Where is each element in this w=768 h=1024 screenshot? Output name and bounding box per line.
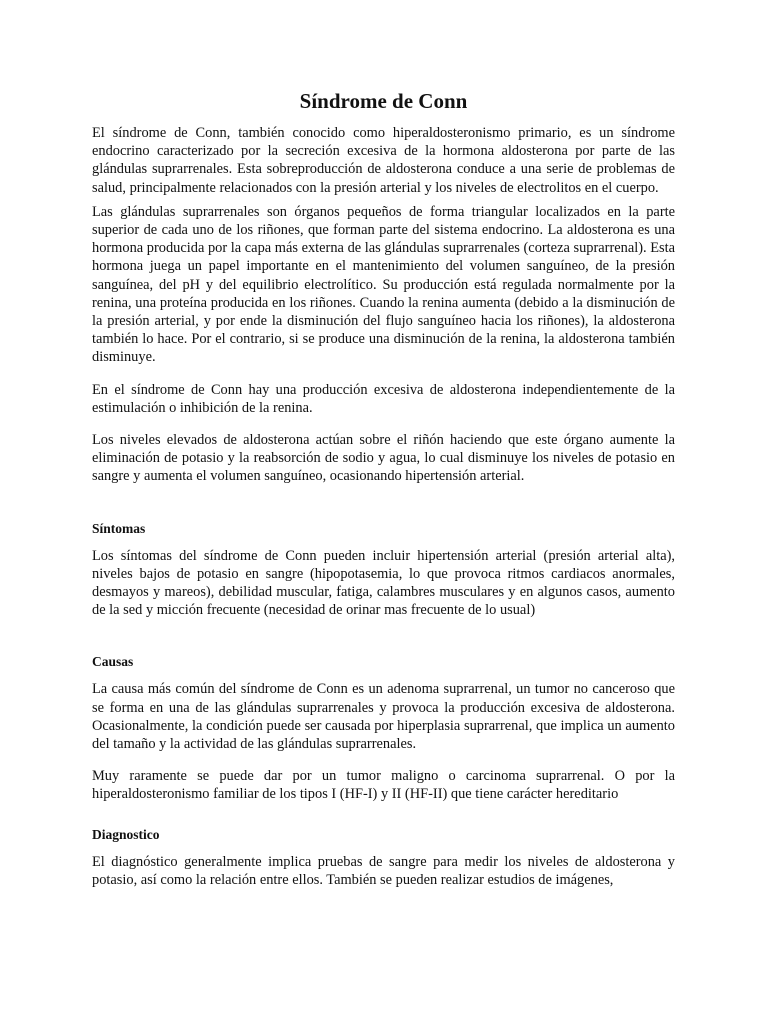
causas-paragraph-1: La causa más común del síndrome de Conn es un adenoma suprarrenal, un tumor no canceroso que se forma en una de las glándulas suprarrenales y provoca la producción excesiva de aldosterona. Ocasionalmente, la condición puede ser causada por hiperplasia suprarrenal, que implica un aumento del tamaño y la actividad de las glándulas suprarrenales. (92, 681, 675, 753)
spacer (92, 417, 675, 431)
spacer (92, 753, 675, 767)
intro-paragraph-3: En el síndrome de Conn hay una producción excesiva de aldosterona independientemente de la estimulación o inhibición de la renina. (92, 381, 675, 416)
section-heading-causas: Causas (92, 654, 134, 670)
intro-paragraph-2: Las glándulas suprarrenales son órganos pequeños de forma triangular localizados en la parte superior de cada uno de los riñones, que forman parte del sistema endocrino. La aldosterona es una hormona producida por la capa más externa de las glándulas suprarrenales (corteza suprarrenal). Esta hormona juega un papel importante en el mantenimiento del volumen sanguíneo, de la presión sanguínea, del pH y del equilibrio electrolítico. Su producción está regulada normalmente por la renina, una proteína producida en los riñones. Cuando la renina aumenta (debido a la disminución de la presión arterial, y por ende la disminución del flujo sanguíneo hacia los riñones), la aldosterona también lo hace. Por el contrario, si se produce una disminución de la renina, la aldosterona también disminuye. (92, 203, 675, 366)
spacer (92, 367, 675, 381)
spacer (92, 619, 675, 653)
spacer (92, 804, 675, 826)
document-title: Síndrome de Conn (299, 89, 468, 113)
section-heading-diagnostico: Diagnostico (92, 826, 160, 842)
spacer (92, 486, 675, 520)
section-heading-sintomas: Síntomas (92, 520, 146, 536)
diagnostico-paragraph-1: El diagnóstico generalmente implica pruebas de sangre para medir los niveles de aldosterona y potasio, así como la relación entre ellos. También se pueden realizar estudios de imágenes, (92, 853, 675, 888)
causas-paragraph-2: Muy raramente se puede dar por un tumor maligno o carcinoma suprarrenal. O por la hiperaldosteronismo familiar de los tipos I (HF-I) y II (HF-II) que tiene carácter hereditario (92, 768, 675, 803)
document-content (92, 88, 675, 889)
intro-paragraph-1: El síndrome de Conn, también conocido como hiperaldosteronismo primario, es un síndrome endocrino caracterizado por la secreción excesiva de la hormona aldosterona por parte de las glándulas suprarrenales. Esta sobreproducción de aldosterona conduce a una serie de problemas de salud, principalmente relacionados con la presión arterial y los niveles de electrolitos en el cuerpo. (92, 125, 675, 196)
sintomas-paragraph-1: Los síntomas del síndrome de Conn pueden incluir hipertensión arterial (presión arterial alta), niveles bajos de potasio en sangre (hipopotasemia, lo que provoca ritmos cardiacos anormales, desmayos y mareos), debilidad muscular, fatiga, calambres musculares y en algunos casos, aumento de la sed y micción frecuente (necesidad de orinar mas frecuente de lo usual) (92, 547, 675, 619)
intro-paragraph-4: Los niveles elevados de aldosterona actúan sobre el riñón haciendo que este órgano aumente la eliminación de potasio y la reabsorción de sodio y agua, lo cual disminuye los niveles de potasio en sangre y aumenta el volumen sanguíneo, ocasionando hipertensión arterial. (92, 432, 675, 485)
